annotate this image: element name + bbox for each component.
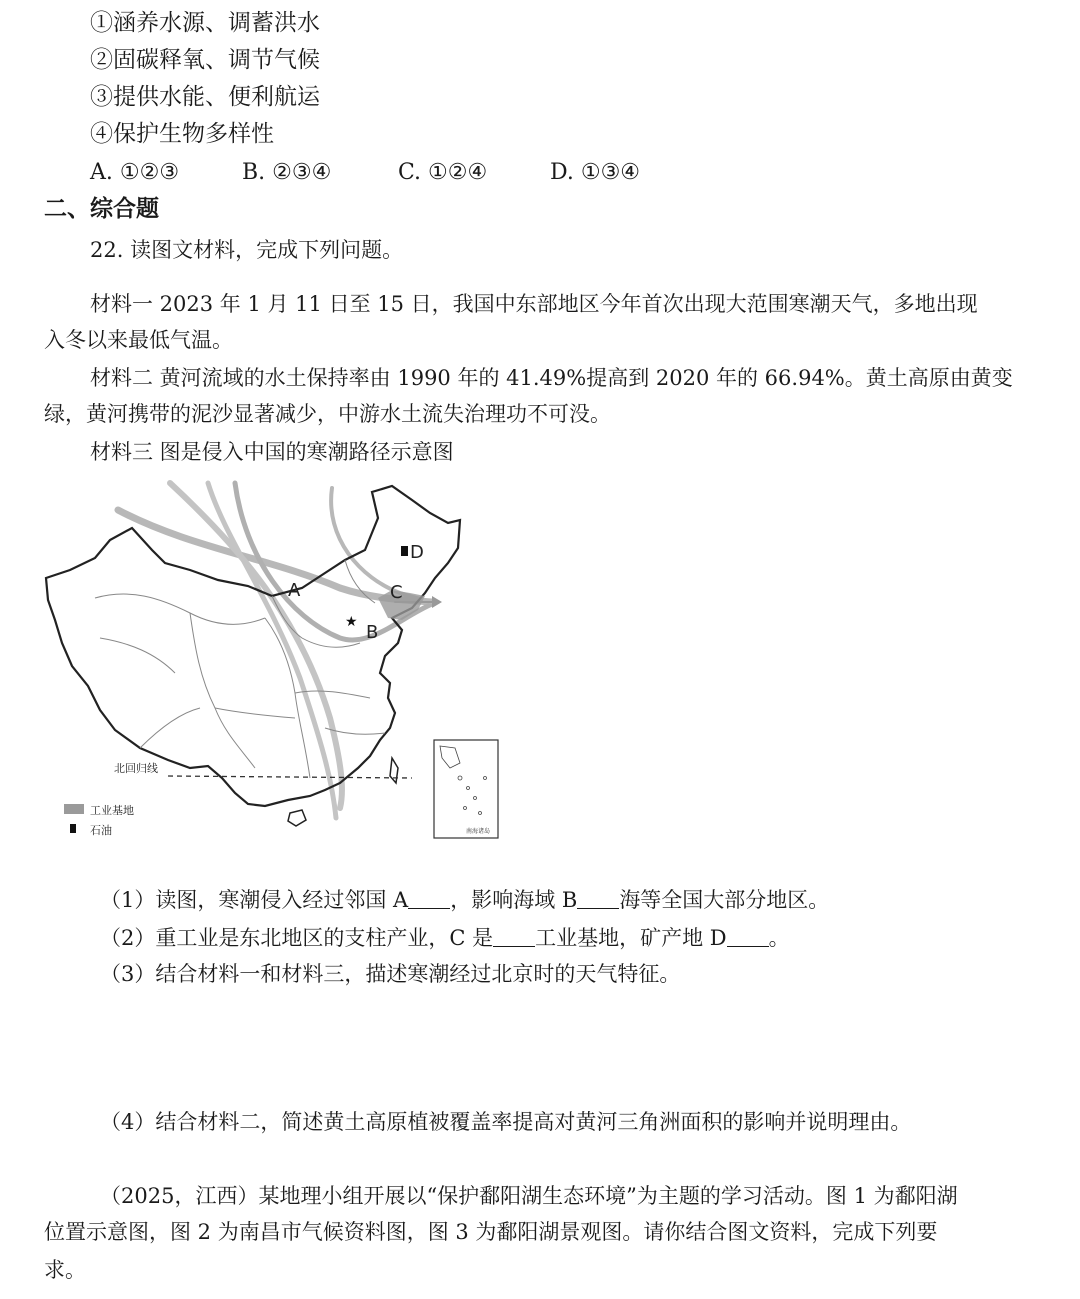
china-outline bbox=[46, 486, 460, 806]
inset-label: 南海诸岛 bbox=[466, 828, 491, 835]
cold-wave-route-map bbox=[40, 478, 502, 846]
label-c: C bbox=[390, 582, 403, 603]
option-d: D. ①③④ bbox=[550, 160, 641, 185]
sub-question-4: （4）结合材料二，简述黄土高原植被覆盖率提高对黄河三角洲面积的影响并说明理由。 bbox=[100, 1110, 912, 1134]
option-b: B. ②③④ bbox=[242, 160, 332, 185]
blank-c[interactable] bbox=[493, 924, 535, 947]
q22-title: 22. 读图文材料，完成下列问题。 bbox=[90, 238, 404, 262]
label-d: D bbox=[410, 542, 424, 563]
blank-a[interactable] bbox=[408, 886, 450, 909]
material-3: 材料三 图是侵入中国的寒潮路径示意图 bbox=[90, 440, 454, 464]
hainan-outline bbox=[288, 810, 306, 826]
label-a: A bbox=[288, 580, 301, 601]
material-2-line-1: 材料二 黄河流域的水土保持率由 1990 年的 41.49%提高到 2020 年的 66.94%。黄土高原由黄变 bbox=[90, 366, 1013, 390]
option-a: A. ①②③ bbox=[90, 160, 180, 185]
legend-industrial-label: 工业基地 bbox=[90, 804, 134, 817]
legend-oil-icon bbox=[70, 824, 76, 833]
sub-question-2: （2）重工业是东北地区的支柱产业，C 是 工业基地，矿产地 D 。 bbox=[100, 926, 790, 950]
statement-4: ④保护生物多样性 bbox=[90, 121, 274, 147]
route-arrowhead bbox=[432, 596, 442, 608]
next-question-line-3: 求。 bbox=[44, 1258, 86, 1282]
label-b: B bbox=[366, 622, 379, 643]
option-c: C. ①②④ bbox=[398, 160, 488, 185]
sub-question-1: （1）读图，寒潮侵入经过邻国 A ，影响海域 B 海等全国大部分地区。 bbox=[100, 888, 830, 912]
legend-oil-label: 石油 bbox=[90, 824, 112, 837]
next-question-line-1: （2025，江西）某地理小组开展以“保护鄱阳湖生态环境”为主题的学习活动。图 1 为鄱阳湖 bbox=[100, 1184, 958, 1208]
material-2-line-2: 绿，黄河携带的泥沙显著减少，中游水土流失治理功不可没。 bbox=[44, 402, 611, 426]
material-1-line-1: 材料一 2023 年 1 月 11 日至 15 日，我国中东部地区今年首次出现大范围寒潮天气，多地出现 bbox=[90, 292, 978, 316]
tropic-of-cancer-line bbox=[168, 776, 412, 778]
province-lines bbox=[95, 560, 385, 778]
statement-3: ③提供水能、便利航运 bbox=[90, 84, 320, 110]
sub-question-3: （3）结合材料一和材料三，描述寒潮经过北京时的天气特征。 bbox=[100, 962, 681, 986]
section-title: 二、综合题 bbox=[44, 196, 159, 222]
blank-d[interactable] bbox=[727, 924, 769, 947]
taiwan-outline bbox=[390, 758, 398, 783]
route-north bbox=[208, 483, 336, 818]
legend-industrial-swatch bbox=[64, 804, 84, 814]
blank-b[interactable] bbox=[577, 886, 619, 909]
south-sea-inset bbox=[434, 740, 498, 838]
statement-1: ①涵养水源、调蓄洪水 bbox=[90, 10, 320, 36]
cold-wave-routes bbox=[118, 483, 442, 818]
material-1-line-2: 入冬以来最低气温。 bbox=[44, 328, 233, 352]
statement-2: ②固碳释氧、调节气候 bbox=[90, 47, 320, 73]
beijing-star-icon: ★ bbox=[345, 614, 358, 630]
route-northwest bbox=[170, 483, 342, 808]
tropic-label: 北回归线 bbox=[114, 762, 158, 775]
next-question-line-2: 位置示意图，图 2 为南昌市气候资料图，图 3 为鄱阳湖景观图。请你结合图文资料，完成下列要 bbox=[44, 1220, 938, 1244]
oil-symbol-d bbox=[401, 546, 408, 556]
